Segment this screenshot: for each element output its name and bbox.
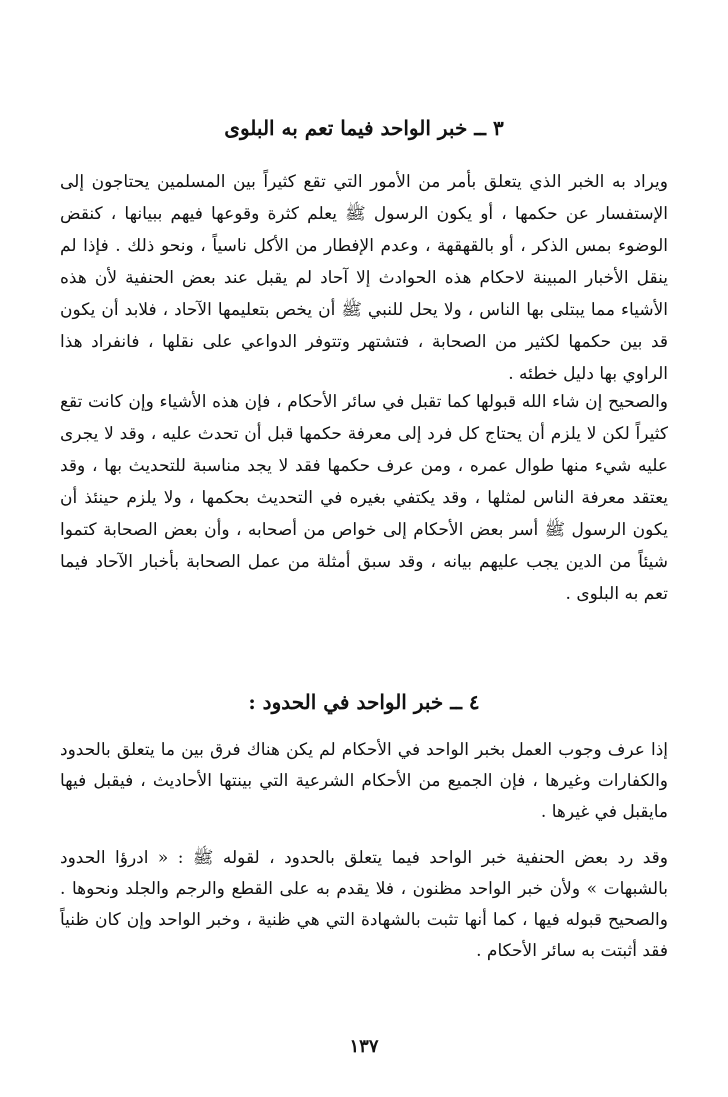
section-3-heading: ٣ ــ خبر الواحد فيما تعم به البلوى <box>224 116 504 140</box>
section-4-paragraph-1: إذا عرف وجوب العمل بخبر الواحد في الأحكام لم يكن هناك فرق بين ما يتعلق بالحدود والكفارات وغيرها ، فإن الجميع من الأحكام الشرعية التي بينتها الأحاديث ، فيقبل فيها مايقبل في غيرها . <box>60 740 668 822</box>
section-4-heading: ٤ ــ خبر الواحد في الحدود : <box>248 690 480 714</box>
section-3-paragraph-1: ويراد به الخبر الذي يتعلق بأمر من الأمور التي تقع كثيراً بين المسلمين يحتاجون إلى الإستفسار عن حكمها ، أو يكون الرسول ﷺ يعلم كثرة وقوعها فيهم ببيانها ، كنقض الوضوء بمس الذكر ، أو بالقهقهة ، وعدم الإفطار من الأكل ناسياً ، ونحو ذلك . فإذا لم ينقل الأخبار المبينة لاحكام هذه الحوادث إلا آحاد لم يقبل عند بعض الحنفية لأن هذه الأشياء مما يبتلى بها الناس ، ولا يحل للنبي ﷺ أن يخص بتعليمها الآحاد ، فلابد أن يكون قد بين حكمها لكثير من الصحابة ، فتشتهر وتتوفر الدواعي على نقلها ، فانفراد هذا الراوي بها دليل خطئه . <box>60 172 668 384</box>
page-number: ١٣٧ <box>349 1036 379 1057</box>
section-3-paragraph-2: والصحيح إن شاء الله قبولها كما تقبل في سائر الأحكام ، فإن هذه الأشياء وإن كانت تقع كثيراً لكن لا يلزم أن يحتاج كل فرد إلى معرفة حكمها قبل أن تحدث عليه ، وقد لا يجرى عليه شيء منها طوال عمره ، ومن عرف حكمها فقد لا يجد مناسبة للتحديث بها ، وقد يعتقد معرفة الناس لمثلها ، وقد يكتفي بغيره في التحديث بحكمها ، ولا يلزم حينئذ أن يكون الرسول ﷺ أسر بعض الأحكام إلى خواص من أصحابه ، وأن بعض الصحابة كتموا شيئاً من الدين يجب عليهم بيانه ، وقد سبق أمثلة من عمل الصحابة بأخبار الآحاد فيما تعم به البلوى . <box>60 392 668 604</box>
section-4-paragraph-2: وقد رد بعض الحنفية خبر الواحد فيما يتعلق بالحدود ، لقوله ﷺ : « ادرؤا الحدود بالشبهات » ولأن خبر الواحد مظنون ، فلا يقدم به على القطع والرجم والجلد ونحوها . والصحيح قبوله فيها ، كما أنها تثبت بالشهادة التي هي ظنية ، وخبر الواحد وإن كان ظنياً فقد أثبتت به سائر الأحكام . <box>60 848 668 961</box>
